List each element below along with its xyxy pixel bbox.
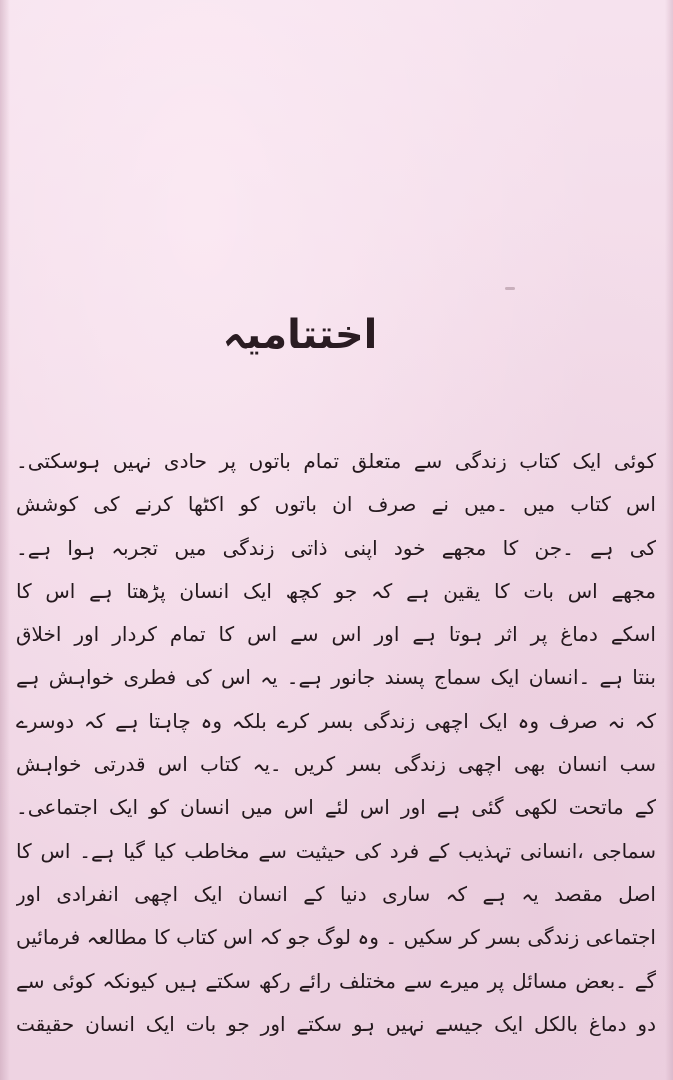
text-line: اس کتاب میں ۔میں نے صرف ان باتوں کو اکٹھا کرنے کی کوشش [16, 492, 656, 517]
text-line: مجھے اس بات کا یقین ہے کہ جو کچھ ایک انسان پڑھتا ہے اس کا [16, 578, 656, 603]
page-left-edge-shadow [0, 0, 10, 1080]
text-line: کوئی ایک کتاب زندگی سے متعلق تمام باتوں پر حادی نہیں ہوسکتی۔ [16, 449, 656, 473]
body-paragraphs [16, 440, 656, 1046]
text-line: اسکے دماغ پر اثر ہوتا ہے اور اس سے اس کا تمام کردار اور اخلاق [16, 622, 656, 647]
ink-speck [505, 287, 515, 290]
text-line: بنتا ہے ۔انسان ایک سماج پسند جانور ہے۔ یہ اس کی فطری خواہش ہے [16, 665, 656, 690]
page-right-edge-shadow [665, 0, 673, 1080]
text-line: اجتماعی زندگی بسر کر سکیں ۔ وہ لوگ جو کہ اس کتاب کا مطالعہ فرمائیں [16, 925, 656, 950]
text-line: سب انسان بھی اچھی زندگی بسر کریں ۔یہ کتاب اس قدرتی خواہش [16, 752, 656, 777]
text-line: کہ نہ صرف وہ ایک اچھی زندگی بسر کرے بلکہ وہ چاہتا ہے کہ دوسرے [16, 708, 656, 733]
text-line: گے ۔بعض مسائل پر میرے سے مختلف رائے رکھ سکتے ہیں کیونکہ کوئی سے [16, 968, 656, 993]
text-line: کے ماتحت لکھی گئی ہے اور اس لئے اس میں انسان کو ایک اجتماعی۔ [16, 795, 656, 820]
text-line: دو دماغ بالکل ایک جیسے نہیں ہو سکتے اور جو بات ایک انسان حقیقت [16, 1011, 656, 1036]
text-line: اصل مقصد یہ ہے کہ ساری دنیا کے انسان ایک اچھی انفرادی اور [16, 881, 656, 906]
chapter-title: اختتامیہ [222, 311, 378, 358]
text-line: سماجی ،انسانی تہذیب کے فرد کی حیثیت سے مخاطب کیا گیا ہے۔ اس کا [16, 838, 656, 863]
text-line: کی ہے ۔جن کا مجھے خود اپنی ذاتی زندگی میں تجربہ ہوا ہے۔ [16, 535, 656, 560]
